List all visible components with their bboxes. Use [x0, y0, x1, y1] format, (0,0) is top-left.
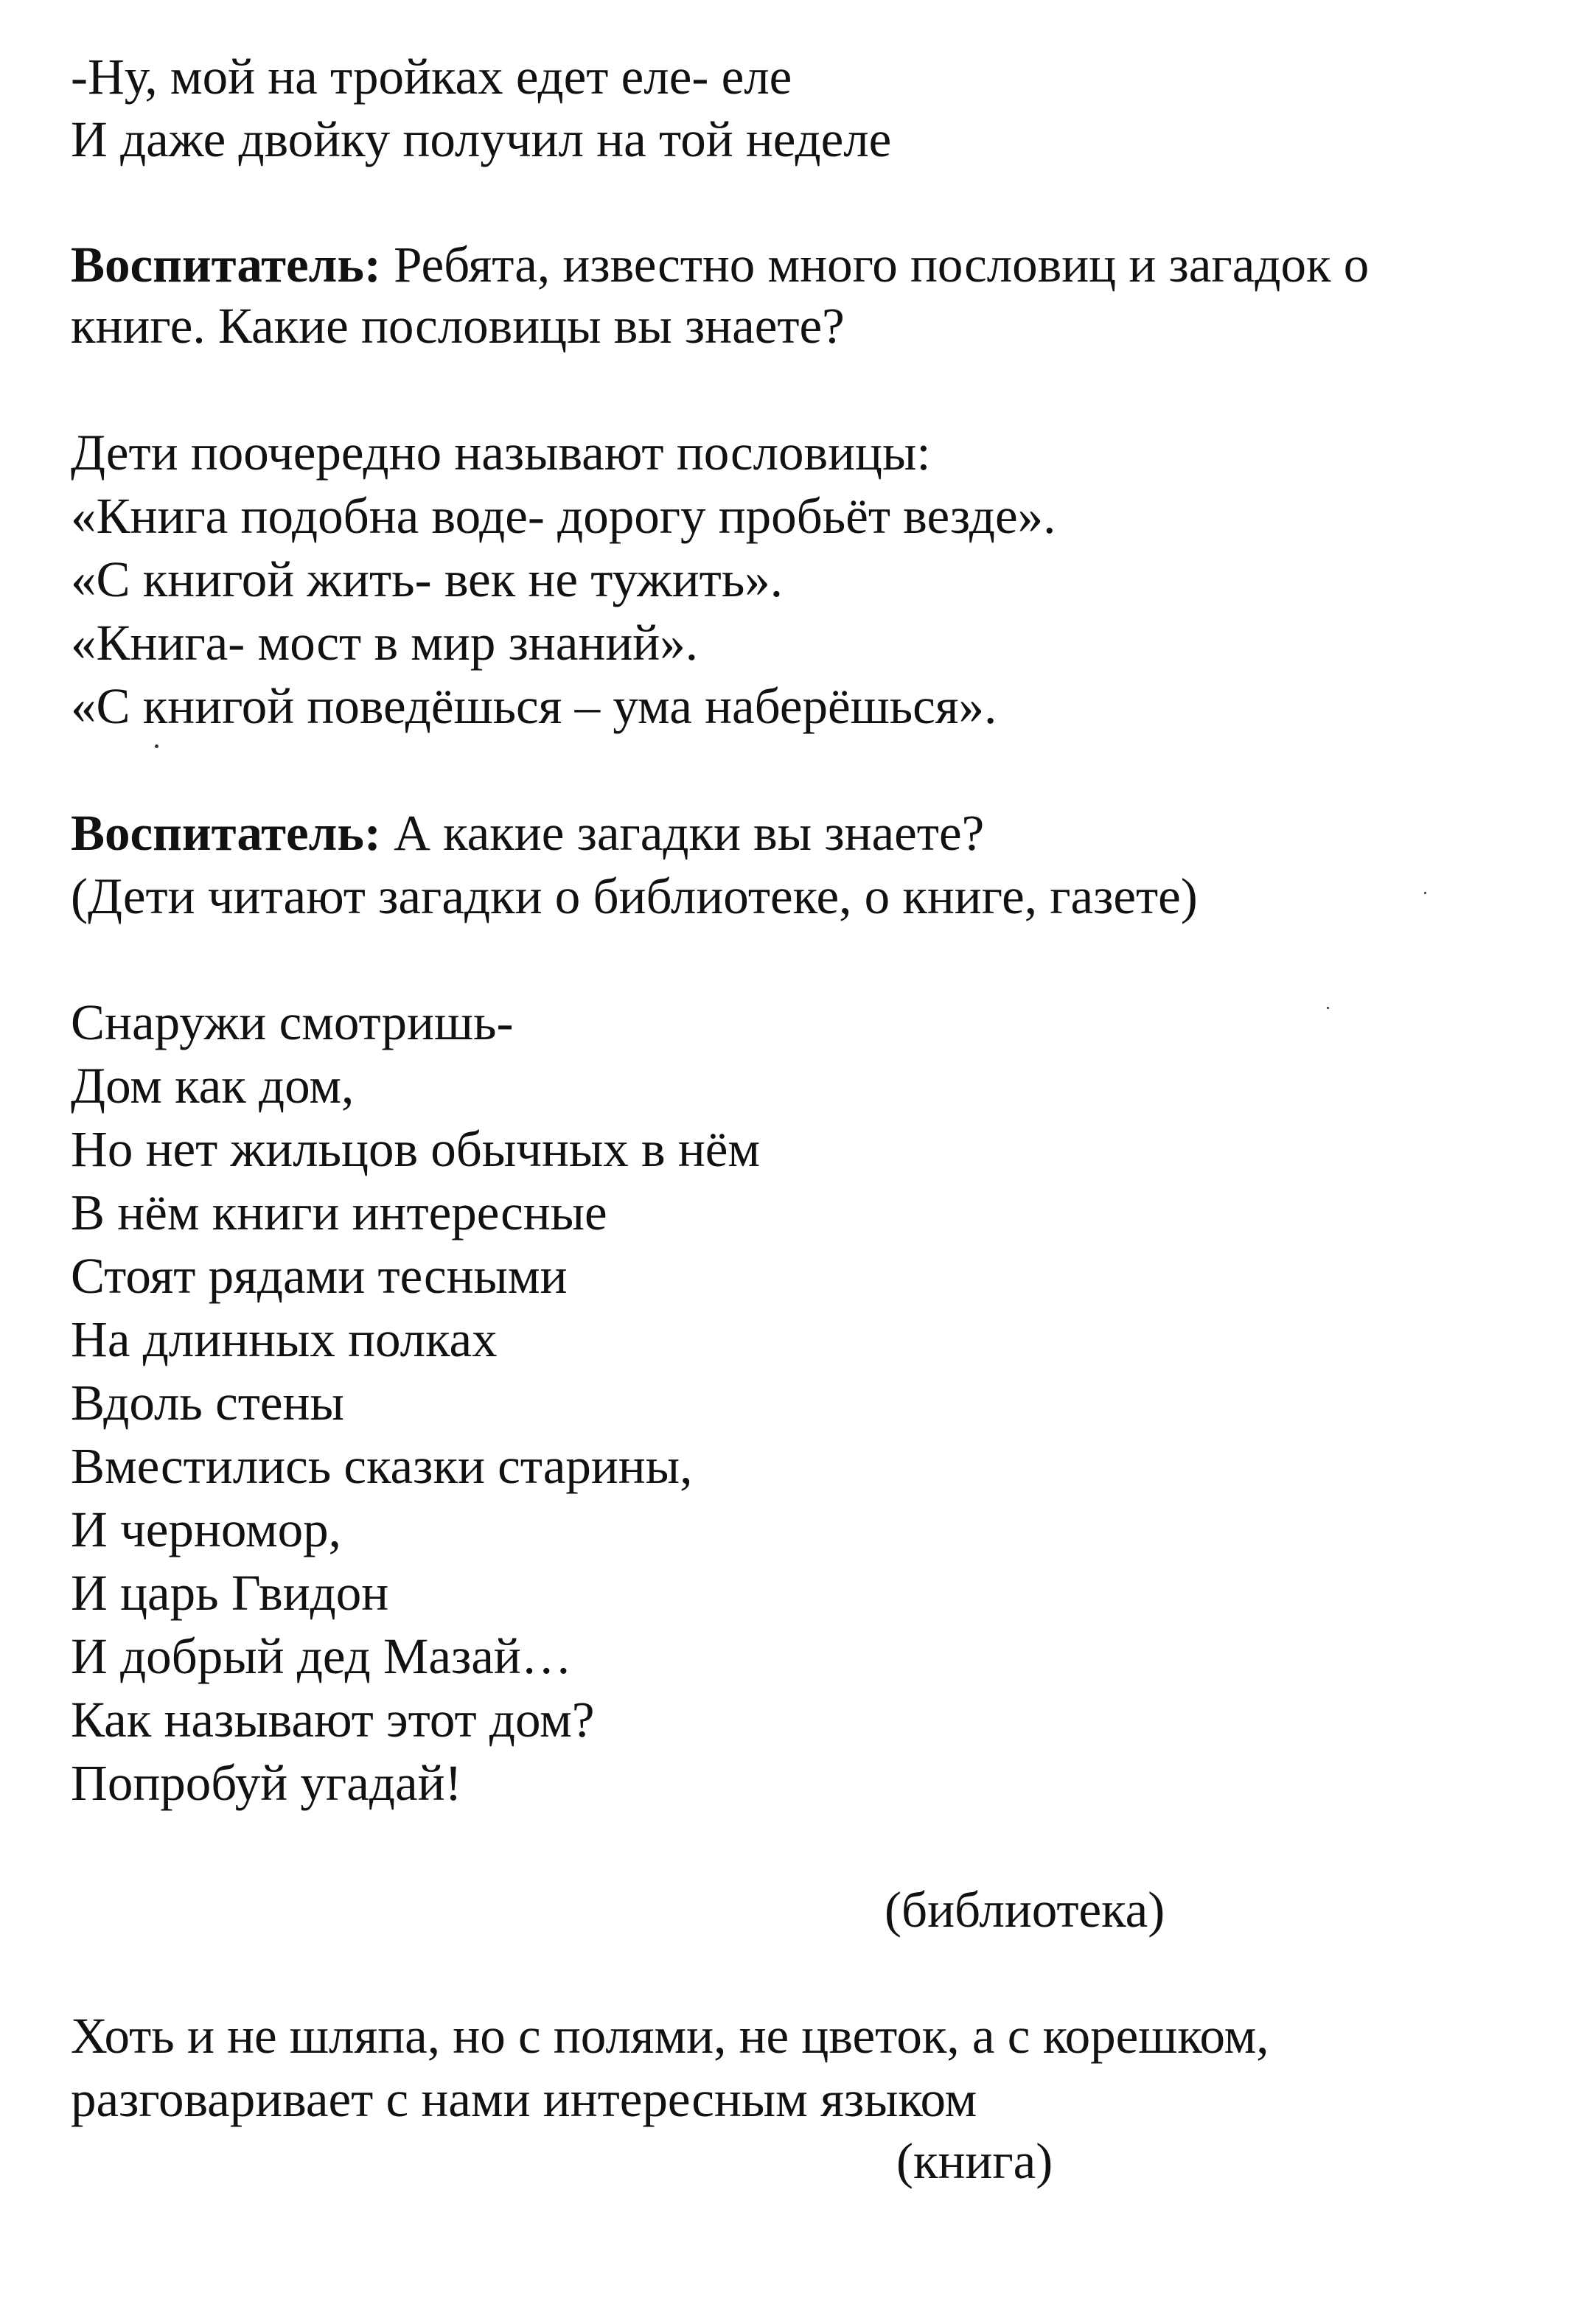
- text-line: [71, 237, 1370, 293]
- scan-speck: [1327, 1007, 1329, 1009]
- riddle-line: На длинных полках: [71, 1311, 498, 1367]
- proverb-line: «Книга- мост в мир знаний».: [71, 615, 698, 671]
- riddle-line: разговаривает с нами интересным языком: [71, 2071, 977, 2127]
- speaker-label: Воспитатель:: [71, 805, 381, 861]
- text-line: Дети поочередно называют пословицы:: [71, 425, 931, 481]
- riddle-line: Вместились сказки старины,: [71, 1438, 693, 1494]
- riddle-line: В нём книги интересные: [71, 1184, 607, 1240]
- riddle-line: Дом как дом,: [71, 1058, 355, 1114]
- riddle-line: Стоят рядами тесными: [71, 1248, 568, 1304]
- speech-text: Ребята, известно много пословиц и загадок о: [380, 237, 1370, 293]
- scan-speck: [155, 744, 158, 748]
- riddle-line: И черномор,: [71, 1501, 341, 1557]
- riddle-line: И царь Гвидон: [71, 1565, 389, 1621]
- speaker-label: Воспитатель:: [71, 237, 381, 293]
- riddle-line: Вдоль стены: [71, 1375, 344, 1431]
- riddle-line: Снаружи смотришь-: [71, 994, 514, 1050]
- text-line: [71, 805, 985, 861]
- proverb-line: «Книга подобна воде- дорогу пробьёт везде».: [71, 488, 1056, 544]
- scan-speck: [1424, 892, 1426, 894]
- proverb-line: «С книгой жить- век не тужить».: [71, 551, 784, 607]
- riddle-answer: (библиотека): [885, 1882, 1165, 1938]
- riddle-line: Но нет жильцов обычных в нём: [71, 1121, 761, 1177]
- speech-text: А какие загадки вы знаете?: [380, 805, 985, 861]
- text-line: -Ну, мой на тройках едет еле- еле: [71, 49, 792, 105]
- text-line: книге. Какие пословицы вы знаете?: [71, 298, 845, 354]
- text-line: И даже двойку получил на той неделе: [71, 111, 892, 167]
- text-line: (Дети читают загадки о библиотеке, о книге, газете): [71, 868, 1198, 924]
- riddle-line: Попробуй угадай!: [71, 1755, 462, 1811]
- riddle-line: Как называют этот дом?: [71, 1692, 595, 1748]
- riddle-answer: (книга): [896, 2133, 1053, 2189]
- riddle-line: И добрый дед Мазай…: [71, 1628, 572, 1684]
- proverb-line: «С книгой поведёшься – ума наберёшься».: [71, 678, 997, 734]
- riddle-line: Хоть и не шляпа, но с полями, не цветок, а с корешком,: [71, 2008, 1269, 2064]
